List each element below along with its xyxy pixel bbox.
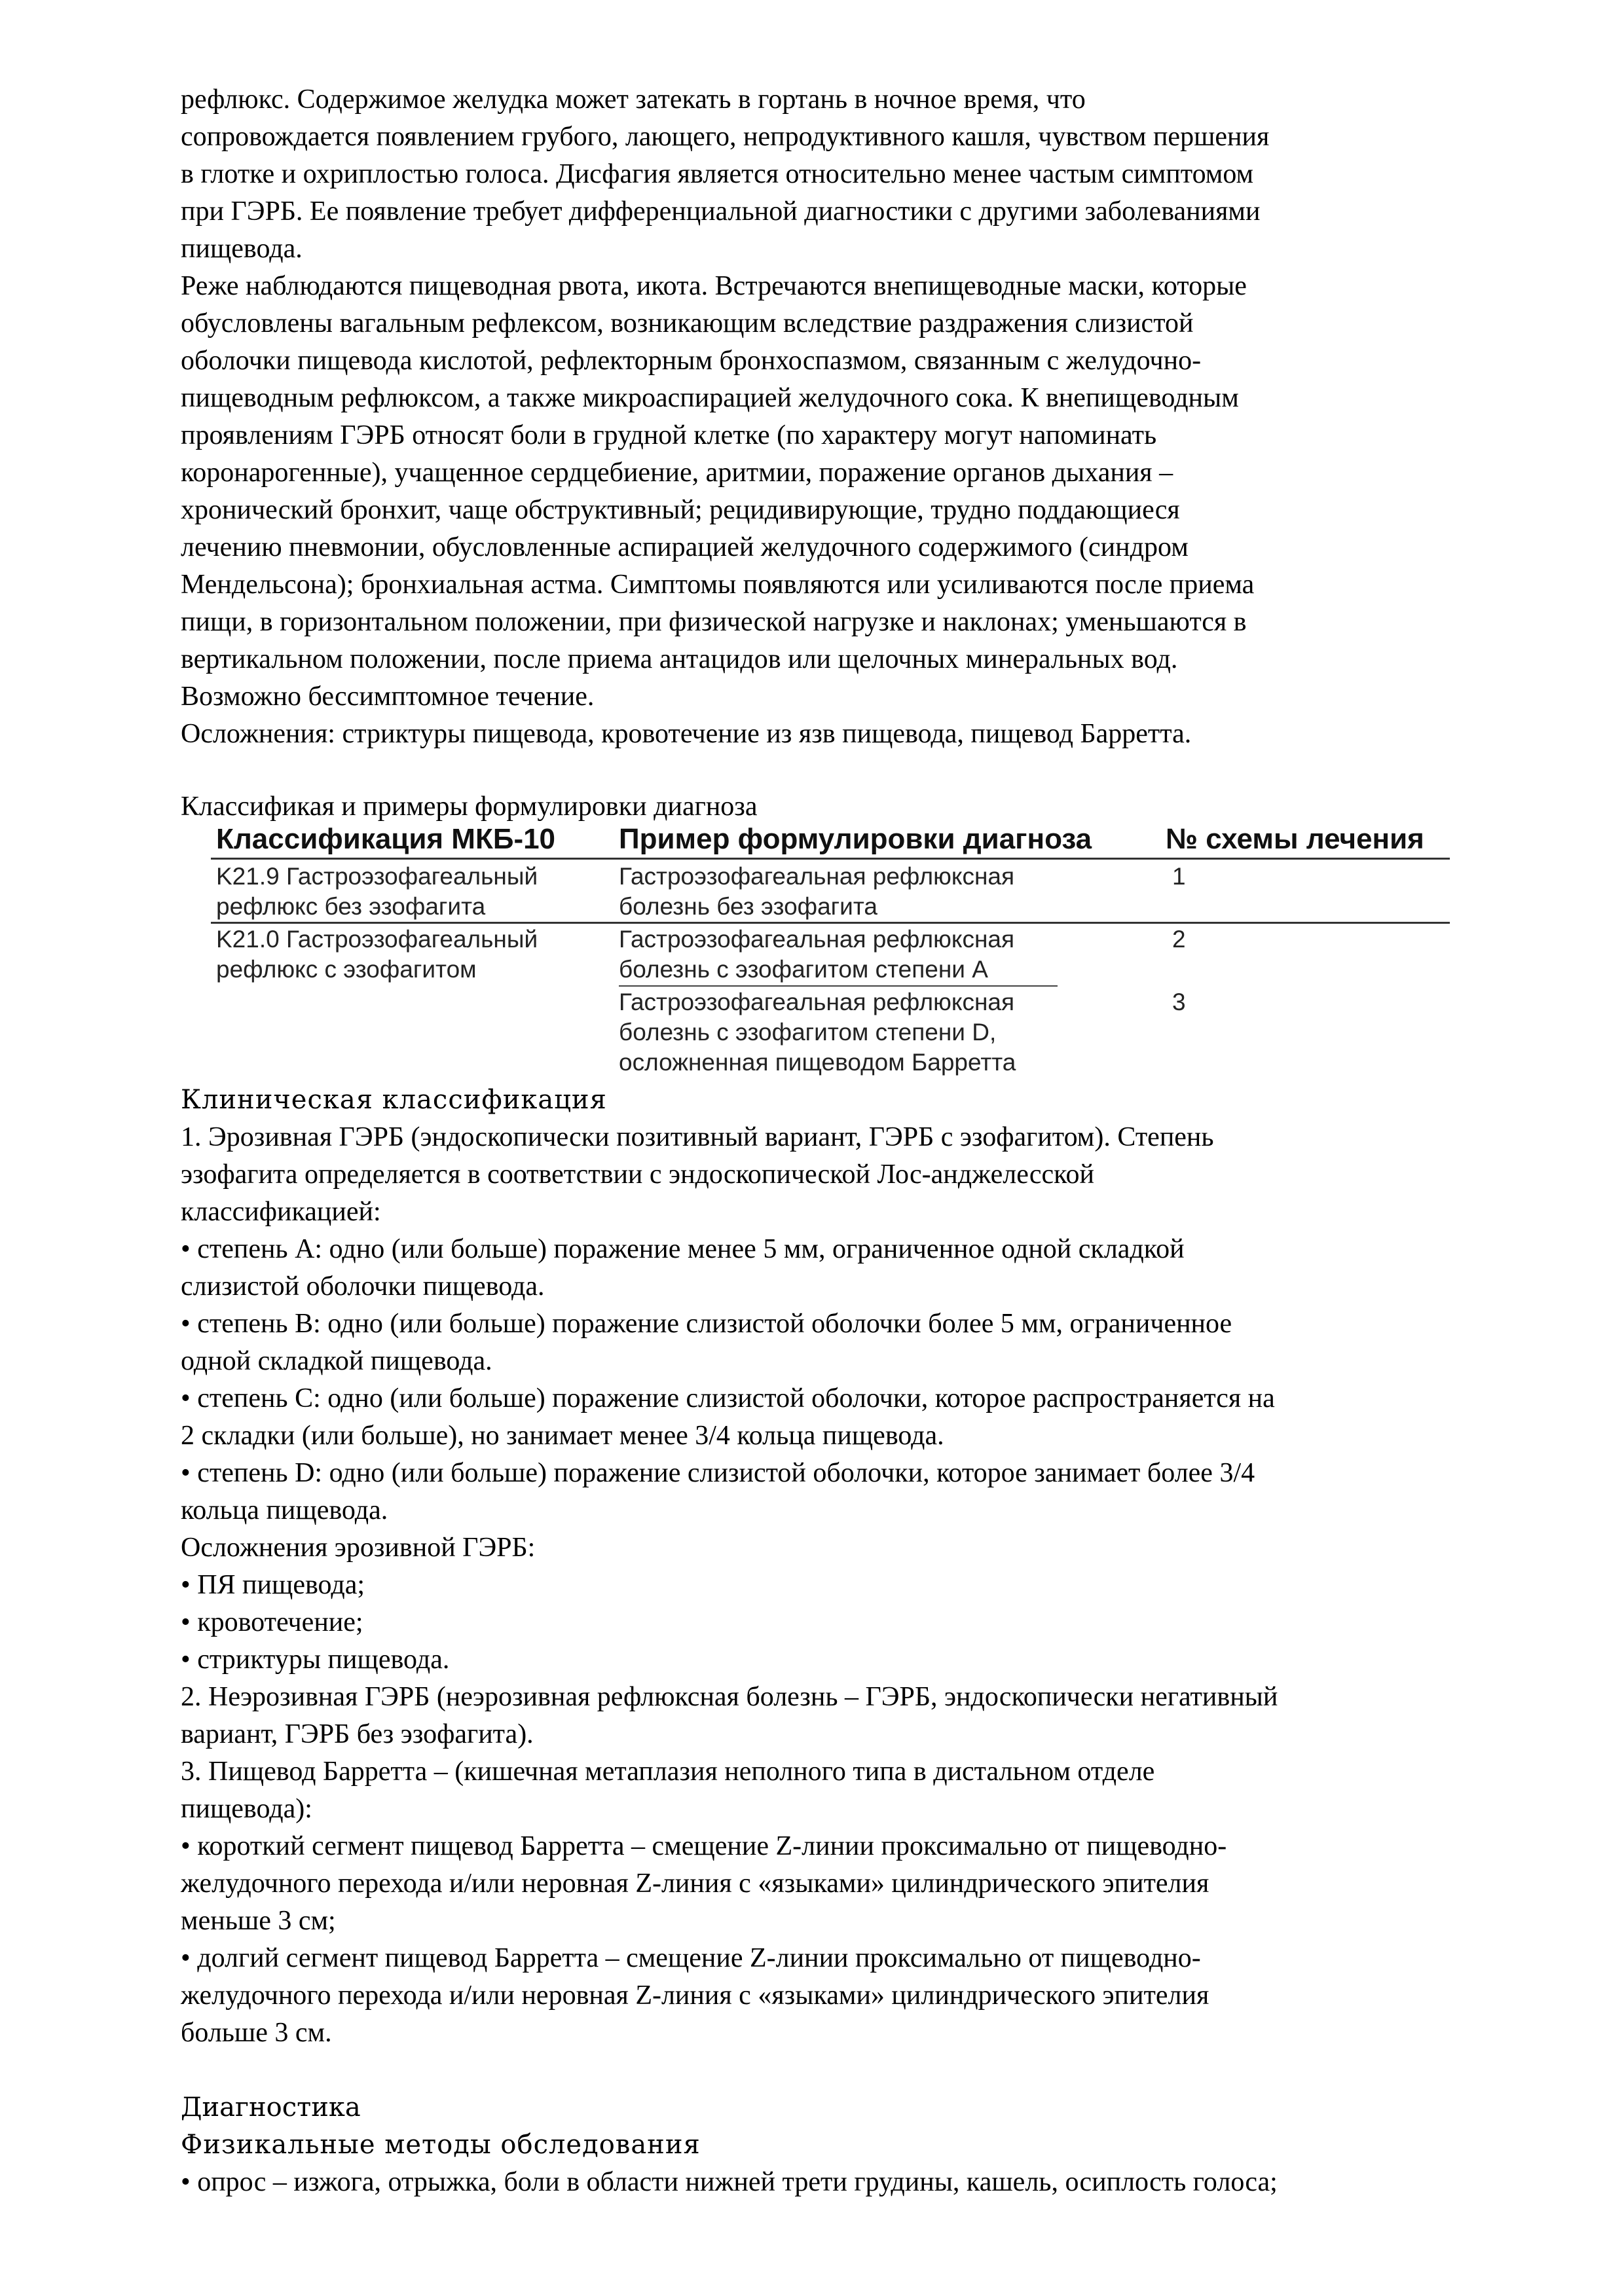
text-line: Осложнения эрозивной ГЭРБ: [181, 1533, 536, 1563]
text-line: Осложнения: стриктуры пищевода, кровотечение из язв пищевода, пищевод Барретта. [181, 719, 1192, 749]
text-line: 3. Пищевод Барретта – (кишечная метаплазия неполного типа в дистальном отделе [181, 1757, 1155, 1787]
text-line: пищевода. [181, 234, 303, 264]
text-line: 1. Эрозивная ГЭРБ (эндоскопически позитивный вариант, ГЭРБ с эзофагитом). Степень [181, 1122, 1214, 1152]
text-line: 2. Неэрозивная ГЭРБ (неэрозивная рефлюксная болезнь – ГЭРБ, эндоскопически негативный [181, 1682, 1278, 1712]
table-cell-example: осложненная пищеводом Барретта [619, 1049, 1016, 1076]
text-line: сопровождается появлением грубого, лающего, непродуктивного кашля, чувством першения [181, 122, 1270, 152]
text-line: • степень В: одно (или больше) поражение слизистой оболочки более 5 мм, ограниченное [181, 1309, 1232, 1339]
text-line: 2 складки (или больше), но занимает менее 3/4 кольца пищевода. [181, 1421, 944, 1451]
table-cell-example: болезнь без эзофагита [619, 893, 877, 920]
table-cell-scheme: 3 [1172, 989, 1186, 1015]
text-line: • кровотечение; [181, 1607, 363, 1637]
text-line: • степень А: одно (или больше) поражение менее 5 мм, ограниченное одной складкой [181, 1234, 1185, 1264]
text-line: эзофагита определяется в соответствии с эндоскопической Лос-анджелесской [181, 1159, 1094, 1190]
text-line: больше 3 см. [181, 2018, 332, 2048]
table-subrow-rule [619, 985, 1058, 987]
text-line: оболочки пищевода кислотой, рефлекторным бронхоспазмом, связанным с желудочно- [181, 346, 1202, 376]
text-line: хронический бронхит, чаще обструктивный; рецидивирующие, трудно поддающиеся [181, 495, 1180, 525]
text-line: желудочного перехода и/или неровная Z-линия с «языками» цилиндрического эпителия [181, 1868, 1209, 1899]
text-line: вариант, ГЭРБ без эзофагита). [181, 1719, 534, 1749]
table-cell-example: Гастроэзофагеальная рефлюксная [619, 989, 1015, 1015]
text-line: Возможно бессимптомное течение. [181, 682, 595, 712]
table-header-example: Пример формулировки диагноза [619, 823, 1092, 855]
table-cell-icd: рефлюкс без эзофагита [216, 893, 486, 920]
table-cell-scheme: 2 [1172, 926, 1186, 953]
text-line: • опрос – изжога, отрыжка, боли в области нижней трети грудины, кашель, осиплость голоса; [181, 2167, 1278, 2197]
text-line: лечению пневмонии, обусловленные аспирацией желудочного содержимого (синдром [181, 532, 1189, 562]
text-line: меньше 3 см; [181, 1906, 336, 1936]
text-line: одной складкой пищевода. [181, 1346, 492, 1376]
text-line: проявлениям ГЭРБ относят боли в грудной клетке (по характеру могут напоминать [181, 420, 1157, 450]
table-cell-icd: K21.0 Гастроэзофагеальный [216, 926, 538, 953]
table-cell-example: болезнь с эзофагитом степени D, [619, 1019, 997, 1046]
text-line: обусловлены вагальным рефлексом, возникающим вследствие раздражения слизистой [181, 308, 1194, 338]
text-line: пищеводным рефлюксом, а также микроаспирацией желудочного сока. К внепищеводным [181, 383, 1239, 413]
text-line: Мендельсона); бронхиальная астма. Симптомы появляются или усиливаются после приема [181, 570, 1255, 600]
text-line: • степень D: одно (или больше) поражение слизистой оболочки, которое занимает более 3/4 [181, 1458, 1255, 1488]
text-line: коронарогенные), учащенное сердцебиение, аритмии, поражение органов дыхания – [181, 458, 1173, 488]
table-cell-scheme: 1 [1172, 863, 1186, 890]
table-header-scheme: № схемы лечения [1166, 823, 1424, 855]
text-line: • степень С: одно (или больше) поражение слизистой оболочки, которое распространяется на [181, 1383, 1275, 1413]
text-line: желудочного перехода и/или неровная Z-линия с «языками» цилиндрического эпителия [181, 1980, 1209, 2011]
text-line: • ПЯ пищевода; [181, 1570, 365, 1600]
text-line: пищи, в горизонтальном положении, при физической нагрузке и наклонах; уменьшаются в [181, 607, 1247, 637]
section-heading-physical: Физикальные методы обследования [181, 2130, 701, 2160]
text-line: при ГЭРБ. Ее появление требует дифференциальной диагностики с другими заболеваниями [181, 196, 1261, 227]
table-cell-example: Гастроэзофагеальная рефлюксная [619, 926, 1015, 953]
section-heading-clinical: Клиническая классификация [181, 1085, 607, 1115]
section-heading-diagnostics: Диагностика [181, 2092, 361, 2123]
table-row-rule [211, 922, 1450, 924]
text-line: кольца пищевода. [181, 1495, 388, 1525]
table-cell-icd: рефлюкс с эзофагитом [216, 956, 477, 983]
text-line: слизистой оболочки пищевода. [181, 1271, 545, 1302]
text-line: пищевода): [181, 1794, 312, 1824]
table-cell-icd: K21.9 Гастроэзофагеальный [216, 863, 538, 890]
table-header-rule [211, 858, 1450, 860]
text-line: вертикальном положении, после приема антацидов или щелочных минеральных вод. [181, 644, 1178, 674]
text-line: • короткий сегмент пищевод Барретта – смещение Z-линии проксимально от пищеводно- [181, 1831, 1227, 1861]
table-cell-example: Гастроэзофагеальная рефлюксная [619, 863, 1015, 890]
text-line: • стриктуры пищевода. [181, 1645, 450, 1675]
text-line: Реже наблюдаются пищеводная рвота, икота. Встречаются внепищеводные маски, которые [181, 271, 1247, 301]
text-line: в глотке и охриплостью голоса. Дисфагия является относительно менее частым симптомом [181, 159, 1254, 189]
table-cell-example: болезнь с эзофагитом степени А [619, 956, 988, 983]
table-header-icd: Классификация МКБ-10 [216, 823, 556, 855]
text-line: классификацией: [181, 1197, 381, 1227]
text-line: • долгий сегмент пищевод Барретта – смещение Z-линии проксимально от пищеводно- [181, 1943, 1201, 1973]
text-line: рефлюкс. Содержимое желудка может затекать в гортань в ночное время, что [181, 84, 1086, 115]
table-caption: Классификая и примеры формулировки диагноза [181, 792, 758, 822]
